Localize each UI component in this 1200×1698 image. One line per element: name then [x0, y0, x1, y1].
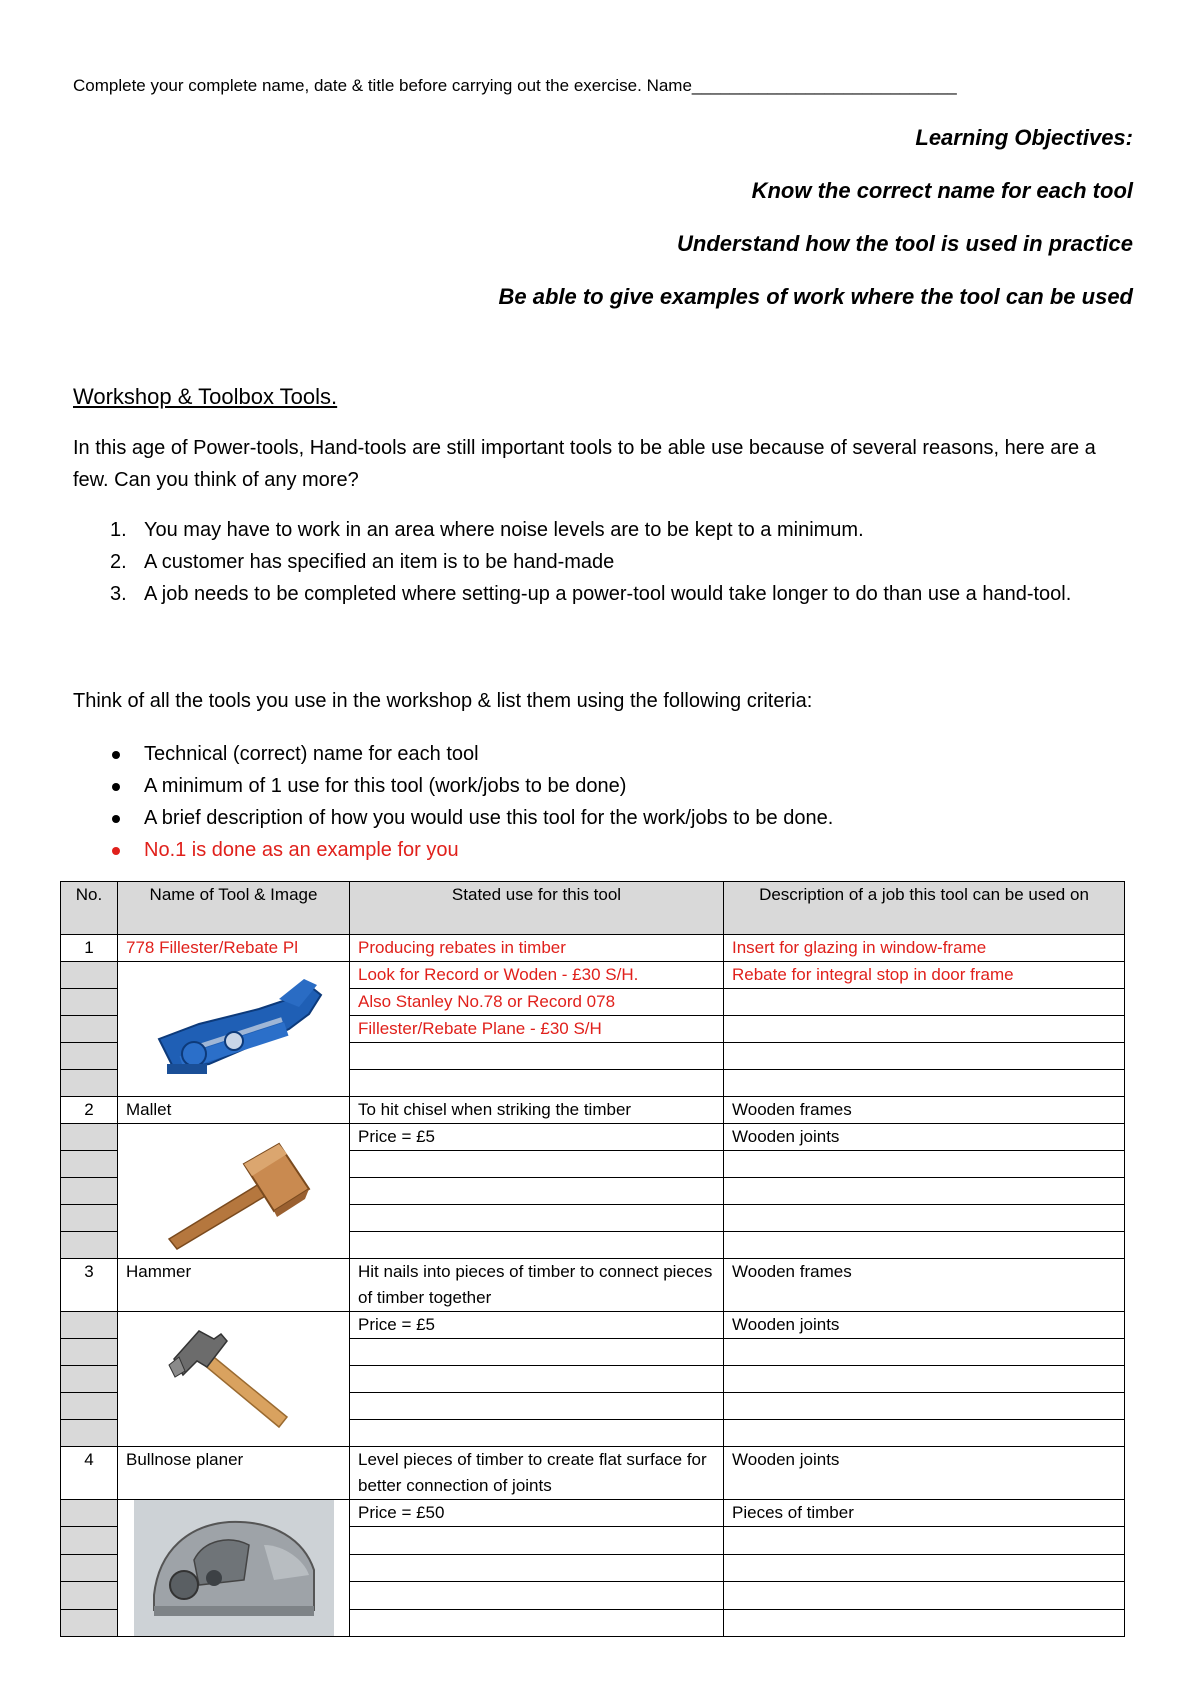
- column-header: Stated use for this tool: [350, 882, 724, 935]
- table-row: [61, 1312, 1125, 1339]
- table-row: [61, 935, 1125, 962]
- row-number: 4: [61, 1447, 118, 1500]
- tool-name: Hammer: [118, 1259, 350, 1312]
- tools-table: [60, 881, 1125, 1637]
- tool-name: Bullnose planer: [118, 1447, 350, 1500]
- table-row: [61, 1500, 1125, 1527]
- criteria-list: [110, 738, 833, 866]
- tool-use: Producing rebates in timber: [350, 935, 724, 962]
- objective-item: Understand how the tool is used in practice: [677, 231, 1133, 256]
- table-row: [61, 1124, 1125, 1151]
- tool-name: 778 Fillester/Rebate Pl: [118, 935, 350, 962]
- objectives-heading: Learning Objectives:: [915, 125, 1133, 150]
- objective-item: Be able to give examples of work where the tool can be used: [498, 284, 1133, 309]
- rebate-plane-image: [118, 962, 350, 1097]
- bullet-icon: [112, 783, 120, 791]
- list-item: 2. A customer has specified an item is to be hand-made: [110, 551, 615, 573]
- column-header: Description of a job this tool can be used on: [724, 882, 1125, 935]
- section-title: Workshop & Toolbox Tools.: [73, 384, 338, 409]
- table-row: [61, 1097, 1125, 1124]
- reasons-list: [110, 514, 1110, 610]
- list-item: 1. You may have to work in an area where noise levels are to be kept to a minimum.: [110, 519, 864, 541]
- bullet-icon: [112, 815, 120, 823]
- tool-use: Price = £5: [350, 1312, 724, 1339]
- table-row: [61, 962, 1125, 989]
- tool-job: Wooden joints: [724, 1447, 1125, 1500]
- tool-use: Fillester/Rebate Plane - £30 S/H: [350, 1016, 724, 1043]
- tool-use: Also Stanley No.78 or Record 078: [350, 989, 724, 1016]
- column-header: No.: [61, 882, 118, 935]
- tool-use: Level pieces of timber to create flat surface for better connection of joints: [350, 1447, 724, 1500]
- intro-paragraph: In this age of Power-tools, Hand-tools are still important tools to be able use because of several reasons, here are a few. Can you think of any more?: [73, 437, 1096, 491]
- tool-use: Price = £50: [350, 1500, 724, 1527]
- mallet-icon: [149, 1129, 319, 1253]
- tool-use: To hit chisel when striking the timber: [350, 1097, 724, 1124]
- intro-line: Complete your complete name, date & title before carrying out the exercise. Name____________________________: [73, 76, 957, 95]
- hammer-image: [118, 1312, 350, 1447]
- table-row: [61, 1447, 1125, 1500]
- tool-job: Wooden frames: [724, 1097, 1125, 1124]
- list-item: A minimum of 1 use for this tool (work/jobs to be done): [110, 770, 833, 802]
- bullnose-plane-image: [118, 1500, 350, 1637]
- mallet-image: [118, 1124, 350, 1259]
- tool-use: Hit nails into pieces of timber to connect pieces of timber together: [350, 1259, 724, 1312]
- bullnose-plane-icon: [134, 1500, 334, 1636]
- column-header: Name of Tool & Image: [118, 882, 350, 935]
- list-item: 3. A job needs to be completed where setting-up a power-tool would take longer to do than use a hand-tool.: [110, 583, 1072, 605]
- table-header-row: [61, 882, 1125, 935]
- list-item: A brief description of how you would use this tool for the work/jobs to be done.: [110, 802, 833, 834]
- bullet-icon: [112, 751, 120, 759]
- tool-name: Mallet: [118, 1097, 350, 1124]
- list-item: Technical (correct) name for each tool: [110, 738, 833, 770]
- rebate-plane-icon: [139, 969, 329, 1089]
- list-item: No.1 is done as an example for you: [110, 834, 833, 866]
- bullet-icon: [112, 847, 120, 855]
- tool-job: Wooden joints: [724, 1124, 1125, 1151]
- row-number: 2: [61, 1097, 118, 1124]
- tool-use: Look for Record or Woden - £30 S/H.: [350, 962, 724, 989]
- tool-job: Rebate for integral stop in door frame: [724, 962, 1125, 989]
- tool-job: Wooden joints: [724, 1312, 1125, 1339]
- row-number: 1: [61, 935, 118, 962]
- criteria-paragraph: Think of all the tools you use in the workshop & list them using the following criteria:: [73, 690, 813, 712]
- table-row: [61, 1259, 1125, 1312]
- tool-job: Insert for glazing in window-frame: [724, 935, 1125, 962]
- objective-item: Know the correct name for each tool: [751, 178, 1133, 203]
- hammer-icon: [159, 1319, 309, 1439]
- tool-job: Wooden frames: [724, 1259, 1125, 1312]
- learning-objectives: [498, 122, 1133, 334]
- row-number: 3: [61, 1259, 118, 1312]
- tool-use: Price = £5: [350, 1124, 724, 1151]
- tool-job: Pieces of timber: [724, 1500, 1125, 1527]
